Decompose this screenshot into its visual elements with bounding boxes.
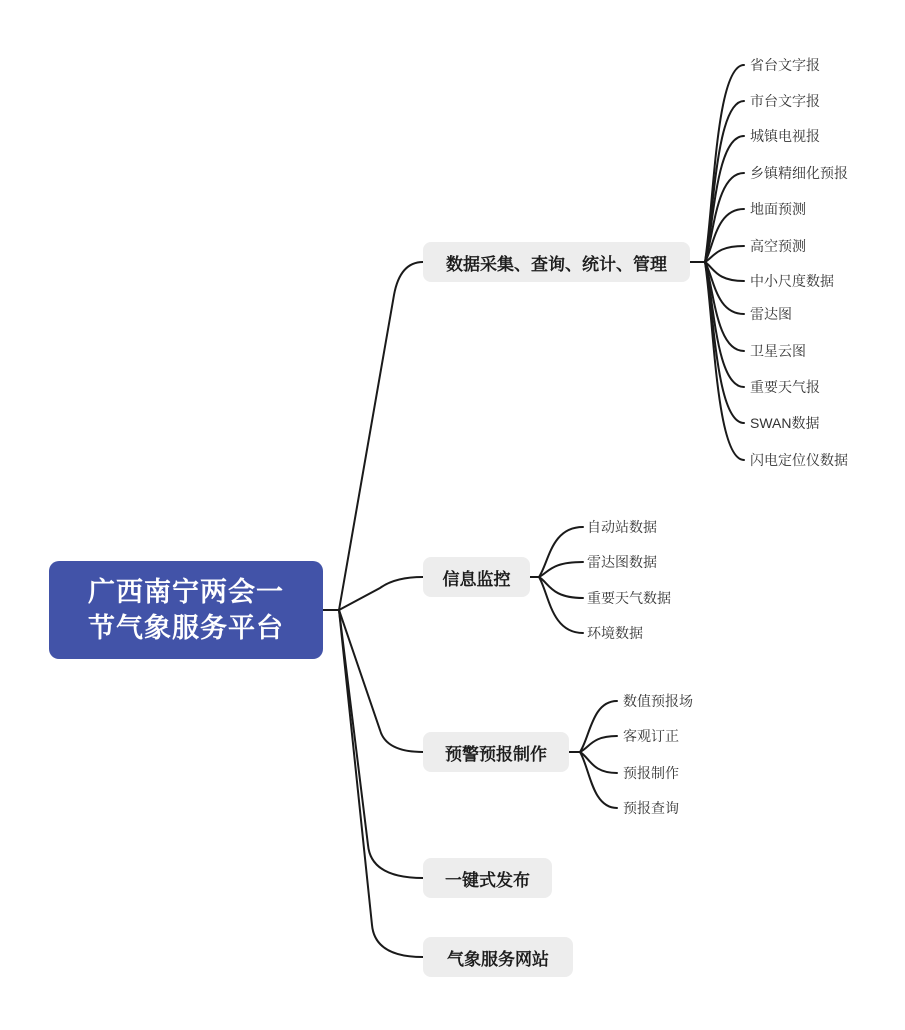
leaf-node[interactable]: 客观订正 [623, 728, 679, 744]
leaf-node[interactable]: 市台文字报 [750, 93, 820, 109]
leaf-node[interactable]: 高空预测 [750, 238, 806, 254]
root-label-line-1: 广西南宁两会一 [88, 577, 284, 607]
leaf-node[interactable]: 重要天气报 [750, 379, 820, 395]
branch-node-data-collection[interactable]: 数据采集、查询、统计、管理 [423, 242, 690, 282]
leaf-node[interactable]: SWAN数据 [750, 415, 820, 431]
connector-branch3-leaf-4 [580, 752, 617, 808]
connector-branch2-leaf-4 [539, 577, 583, 633]
branch-node-info-monitoring[interactable]: 信息监控 [423, 557, 530, 597]
connector-root-to-branch-1 [339, 262, 423, 610]
leaf-node[interactable]: 预报制作 [623, 765, 679, 781]
leaf-node[interactable]: 环境数据 [587, 625, 643, 641]
leaf-node[interactable]: 重要天气数据 [587, 590, 671, 606]
branch-node-one-click-publish[interactable]: 一键式发布 [423, 858, 552, 898]
leaf-node[interactable]: 中小尺度数据 [750, 273, 834, 289]
leaf-node[interactable]: 雷达图 [750, 306, 792, 322]
root-label-line-2: 节气象服务平台 [88, 613, 284, 643]
leaf-node[interactable]: 省台文字报 [750, 57, 820, 73]
leaf-node[interactable]: 乡镇精细化预报 [750, 165, 848, 181]
connector-root-to-branch-4 [339, 610, 423, 878]
leaf-node[interactable]: 自动站数据 [587, 519, 657, 535]
leaf-node[interactable]: 闪电定位仪数据 [750, 452, 848, 468]
leaf-node[interactable]: 雷达图数据 [587, 554, 657, 570]
connector-root-to-branch-5 [339, 610, 423, 957]
leaf-node[interactable]: 数值预报场 [623, 693, 693, 709]
connector-root-to-branch-2 [339, 577, 423, 610]
branch-node-warning-forecast[interactable]: 预警预报制作 [423, 732, 569, 772]
leaf-node[interactable]: 城镇电视报 [750, 128, 820, 144]
branch-node-weather-website[interactable]: 气象服务网站 [423, 937, 573, 977]
root-node[interactable] [49, 561, 323, 659]
connector-branch2-leaf-1 [539, 527, 583, 577]
connector-branch3-leaf-1 [580, 701, 617, 752]
leaf-node[interactable]: 卫星云图 [750, 343, 806, 359]
leaf-node[interactable]: 预报查询 [623, 800, 679, 816]
leaf-node[interactable]: 地面预测 [750, 201, 806, 217]
